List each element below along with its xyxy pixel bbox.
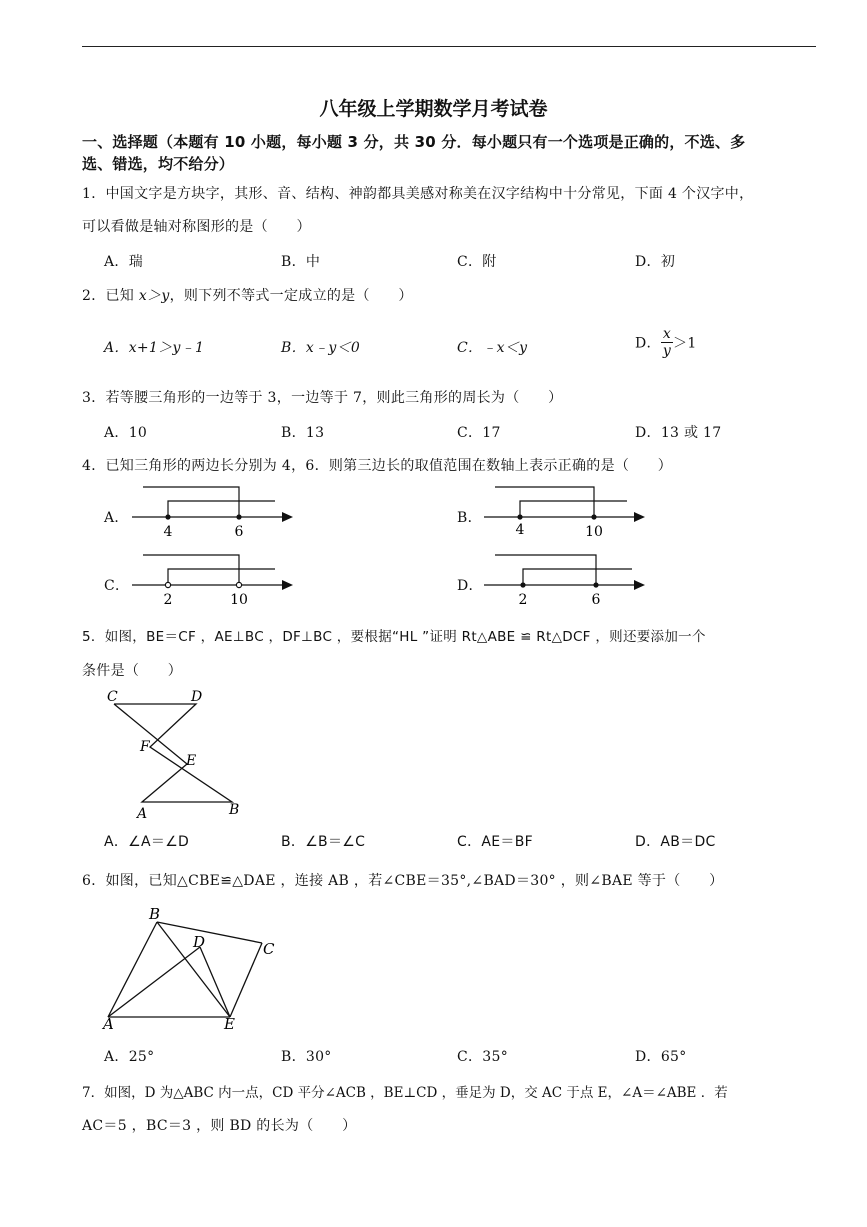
q2-stem-math: x＞y [138, 288, 170, 304]
q4-option-c-label: C． [104, 578, 130, 594]
q3-option-d: D．13 或 17 [635, 425, 722, 441]
section-heading-line1: 一、选择题（本题有 10 小题，每小题 3 分，共 30 分．每小题只有一个选项是正确的，不选、多 [82, 133, 746, 151]
q5-option-d: D．AB＝DC [635, 834, 716, 850]
q1-stem-line1: 1．中国文字是方块字，其形、音、结构、神韵都具美感对称美在汉字结构中十分常见，下面 4 个汉字中， [82, 186, 754, 202]
q3-option-c: C．17 [457, 425, 501, 441]
q1-option-d: D．初 [635, 254, 676, 270]
q6-stem: 6．如图，已知△CBE≌△DAE ，连接 AB ，若∠CBE＝35°,∠BAD＝30° ，则∠BAE 等于（ ） [82, 873, 724, 889]
q5-label-b: B [229, 802, 240, 818]
q7-stem-line2: AC＝5 ，BC＝3 ，则 BD 的长为（ ） [82, 1118, 357, 1134]
q4-b-right-tick: 10 [585, 524, 603, 540]
q4-a-left-tick: 4 [163, 524, 173, 540]
q2-stem-prefix: 2．已知 [82, 288, 139, 304]
q2-option-d-label: D． [635, 335, 661, 352]
q6-option-c: C．35° [457, 1049, 509, 1065]
q6-option-d: D．65° [635, 1049, 687, 1065]
q2-option-d-rest: ＞1 [673, 335, 697, 352]
q5-option-c: C．AE＝BF [457, 834, 533, 850]
q2-option-b: B．x﹣y＜0 [281, 340, 361, 356]
q3-option-b: B．13 [281, 425, 325, 441]
q5-option-a: A．∠A＝∠D [104, 834, 190, 850]
q4-option-d-label: D． [457, 578, 483, 594]
q6-option-b: B．30° [281, 1049, 332, 1065]
q5-label-e: E [186, 753, 197, 769]
q4-option-a-number-line [125, 480, 300, 542]
q4-c-left-tick: 2 [163, 592, 173, 608]
q4-stem: 4．已知三角形的两边长分别为 4，6．则第三边长的取值范围在数轴上表示正确的是（ ） [82, 458, 673, 474]
q4-a-right-tick: 6 [234, 524, 244, 540]
q5-label-c: C [107, 689, 118, 705]
q6-figure [100, 904, 290, 1034]
q2-option-d-fraction [661, 326, 673, 359]
q4-option-b-number-line [477, 480, 652, 542]
q6-option-a: A．25° [104, 1049, 155, 1065]
q5-label-a: A [137, 806, 148, 822]
q5-label-d: D [191, 689, 203, 705]
q1-option-c: C．附 [457, 254, 497, 270]
q7-stem-line1: 7．如图，D 为△ABC 内一点，CD 平分∠ACB ，BE⊥CD ，垂足为 D，交 AC 于点 E，∠A＝∠ABE ．若 [82, 1085, 728, 1101]
q6-label-a: A [103, 1015, 114, 1033]
q6-label-e: E [224, 1015, 235, 1033]
q2-option-d-denominator: y [662, 343, 672, 359]
q2-stem [82, 285, 413, 305]
q1-option-b: B．中 [281, 254, 321, 270]
section-heading-line2: 选、错选，均不给分） [82, 155, 235, 173]
q4-option-c-number-line [125, 548, 300, 610]
q6-label-c: C [263, 940, 275, 958]
q5-stem-line2: 条件是（ ） [82, 663, 183, 679]
q5-stem-line1: 5．如图，BE＝CF ，AE⊥BC ，DF⊥BC ，要根据“HL ”证明 Rt△ABE ≌ Rt△DCF ，则还要添加一个 [82, 629, 706, 645]
q5-figure [100, 686, 250, 822]
q4-option-d-number-line [477, 548, 652, 610]
q2-option-a: A．x+1＞y﹣1 [104, 340, 205, 356]
q1-option-a: A．瑞 [104, 254, 144, 270]
q1-stem-line2: 可以看做是轴对称图形的是（ ） [82, 219, 311, 235]
q4-option-b-label: B． [457, 510, 482, 526]
q3-option-a: A．10 [104, 425, 148, 441]
q4-c-right-tick: 10 [230, 592, 248, 608]
q3-stem: 3．若等腰三角形的一边等于 3，一边等于 7，则此三角形的周长为（ ） [82, 390, 563, 406]
q4-option-a-label: A． [104, 510, 129, 526]
q2-option-c: C．﹣x＜y [457, 340, 528, 356]
q6-label-d: D [193, 933, 206, 951]
header-rule [82, 46, 816, 47]
q6-label-b: B [149, 905, 161, 923]
exam-title: 八年级上学期数学月考试卷 [319, 98, 548, 120]
q5-label-f: F [140, 739, 150, 755]
q2-stem-suffix: ，则下列不等式一定成立的是（ ） [169, 288, 413, 304]
q4-d-right-tick: 6 [591, 592, 601, 608]
q2-option-d-numerator: x [661, 326, 673, 343]
q2-option-d [635, 326, 697, 359]
q4-b-left-tick: 4 [515, 522, 525, 538]
q4-d-left-tick: 2 [518, 592, 528, 608]
q5-option-b: B．∠B＝∠C [281, 834, 366, 850]
